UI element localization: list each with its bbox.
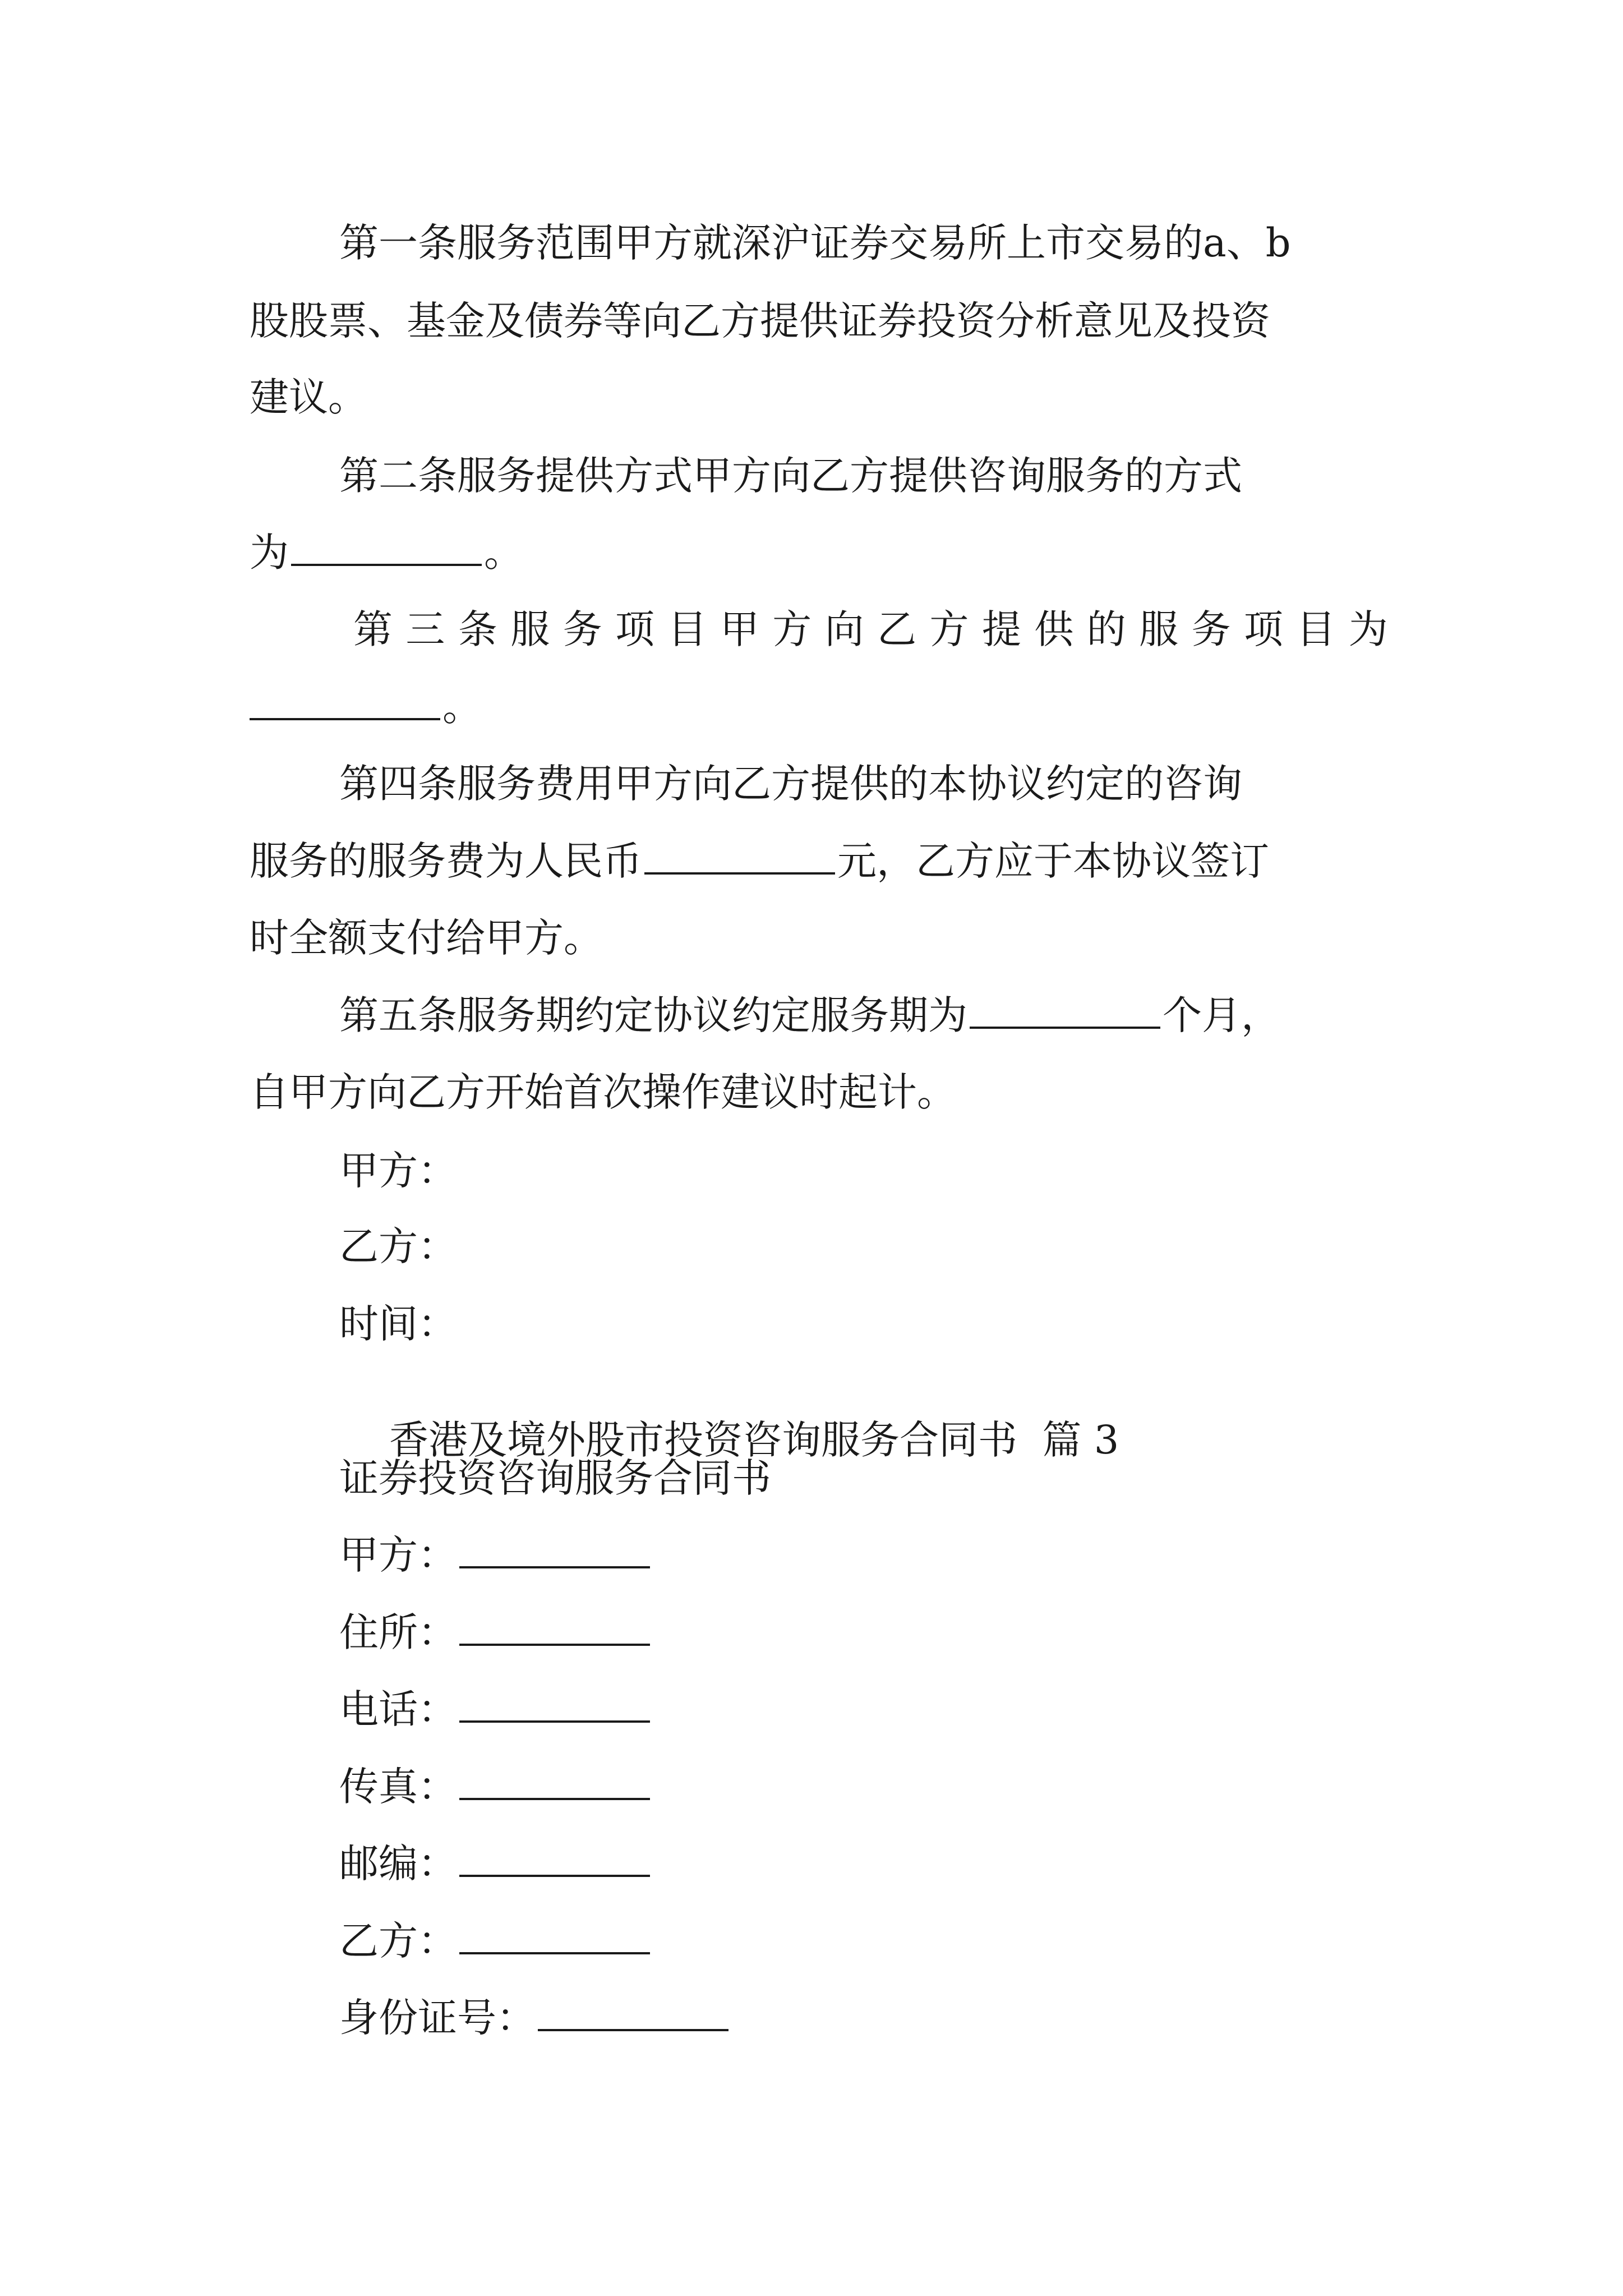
fax-blank bbox=[459, 1796, 650, 1800]
signature-time-label: 时间： bbox=[339, 1301, 457, 1347]
clause4-suffix: 元，乙方应于本协议签订 bbox=[837, 838, 1269, 884]
postcode-blank bbox=[459, 1872, 650, 1877]
clause1-line3 bbox=[250, 374, 1388, 420]
clause3-char: 目 bbox=[1296, 606, 1336, 652]
clause4-text-1: 第四条服务费用甲方向乙方提供的本协议约定的咨询 bbox=[339, 761, 1242, 807]
clause3-char: 方 bbox=[929, 606, 969, 652]
clause1-text-1: 第一条服务范围甲方就深沪证券交易所上市交易的a、b bbox=[339, 220, 1291, 266]
clause2-line1 bbox=[339, 453, 1478, 499]
clause1-text-3: 建议。 bbox=[250, 374, 367, 420]
service-period-blank bbox=[970, 1024, 1160, 1029]
clause2-text-1: 第二条服务提供方式甲方向乙方提供咨询服务的方式 bbox=[339, 453, 1242, 499]
service-items-blank bbox=[250, 716, 440, 720]
party-a-blank bbox=[459, 1564, 650, 1568]
clause5-line2 bbox=[250, 1069, 1388, 1115]
clause3-line1 bbox=[353, 606, 1388, 652]
clause5-suffix: 个月， bbox=[1163, 992, 1280, 1038]
clause3-suffix: 。 bbox=[442, 684, 482, 730]
field-fax-label: 传真： bbox=[339, 1764, 457, 1810]
phone-blank bbox=[459, 1718, 650, 1723]
signature-party-a-label: 甲方： bbox=[339, 1148, 457, 1194]
clause1-text-2: 股股票、基金及债券等向乙方提供证券投资分析意见及投资 bbox=[250, 298, 1270, 344]
field-party-a-label: 甲方： bbox=[339, 1532, 457, 1578]
field-phone bbox=[339, 1686, 1478, 1732]
clause3-char: 供 bbox=[1034, 606, 1074, 652]
party-b-blank bbox=[459, 1950, 650, 1954]
clause2-line2 bbox=[250, 530, 1388, 576]
service-fee-blank bbox=[644, 870, 835, 875]
clause3-char: 方 bbox=[772, 606, 812, 652]
clause3-char: 服 bbox=[510, 606, 550, 652]
clause3-char: 三 bbox=[405, 606, 445, 652]
clause4-prefix: 服务的服务费为人民币 bbox=[250, 838, 642, 884]
contract-title-text: 证券投资咨询服务合同书 bbox=[339, 1455, 771, 1501]
clause4-line2 bbox=[250, 838, 1388, 884]
clause3-char: 甲 bbox=[720, 606, 759, 652]
field-party-b-label: 乙方： bbox=[339, 1918, 457, 1964]
clause4-line1 bbox=[339, 761, 1478, 807]
field-phone-label: 电话： bbox=[339, 1686, 457, 1732]
clause5-line1 bbox=[339, 992, 1478, 1038]
signature-party-b bbox=[339, 1223, 1478, 1269]
clause5-prefix: 第五条服务期约定协议约定服务期为 bbox=[339, 992, 967, 1038]
clause3-char: 项 bbox=[615, 606, 655, 652]
clause3-char: 项 bbox=[1243, 606, 1283, 652]
clause3-line2 bbox=[250, 684, 1388, 730]
clause2-prefix: 为 bbox=[250, 530, 289, 576]
clause4-line3 bbox=[250, 915, 1388, 961]
service-method-blank bbox=[291, 562, 482, 566]
field-party-a bbox=[339, 1532, 1478, 1578]
clause2-suffix: 。 bbox=[484, 530, 523, 576]
clause3-char: 务 bbox=[562, 606, 602, 652]
clause3-char: 乙 bbox=[877, 606, 917, 652]
clause3-char: 目 bbox=[667, 606, 707, 652]
clause5-text-2: 自甲方向乙方开始首次操作建议时起计。 bbox=[250, 1069, 956, 1115]
clause3-char: 提 bbox=[981, 606, 1021, 652]
field-id-number-label: 身份证号： bbox=[339, 1995, 536, 2041]
clause1-line2 bbox=[250, 298, 1388, 344]
section-title-text: 香港及境外股市投资咨询服务合同书 篇 3 bbox=[389, 1417, 1119, 1463]
field-postcode bbox=[339, 1841, 1478, 1887]
clause3-char: 服 bbox=[1139, 606, 1179, 652]
clause3-char: 务 bbox=[1191, 606, 1231, 652]
clause3-char: 第 bbox=[353, 606, 393, 652]
id-number-blank bbox=[538, 2027, 728, 2031]
signature-party-a bbox=[339, 1148, 1478, 1194]
field-id-number bbox=[339, 1995, 1478, 2041]
field-address-label: 住所： bbox=[339, 1609, 457, 1655]
field-party-b bbox=[339, 1918, 1478, 1964]
clause3-char: 为 bbox=[1348, 606, 1388, 652]
clause3-char: 向 bbox=[824, 606, 864, 652]
contract-title bbox=[339, 1455, 1478, 1501]
field-address bbox=[339, 1609, 1478, 1655]
clause1-line1 bbox=[339, 220, 1478, 266]
field-postcode-label: 邮编： bbox=[339, 1841, 457, 1887]
signature-party-b-label: 乙方： bbox=[339, 1223, 457, 1269]
clause3-char: 条 bbox=[458, 606, 497, 652]
clause3-char: 的 bbox=[1086, 606, 1126, 652]
signature-time bbox=[339, 1301, 1478, 1347]
address-blank bbox=[459, 1641, 650, 1646]
field-fax bbox=[339, 1764, 1478, 1810]
clause4-text-3: 时全额支付给甲方。 bbox=[250, 915, 603, 961]
